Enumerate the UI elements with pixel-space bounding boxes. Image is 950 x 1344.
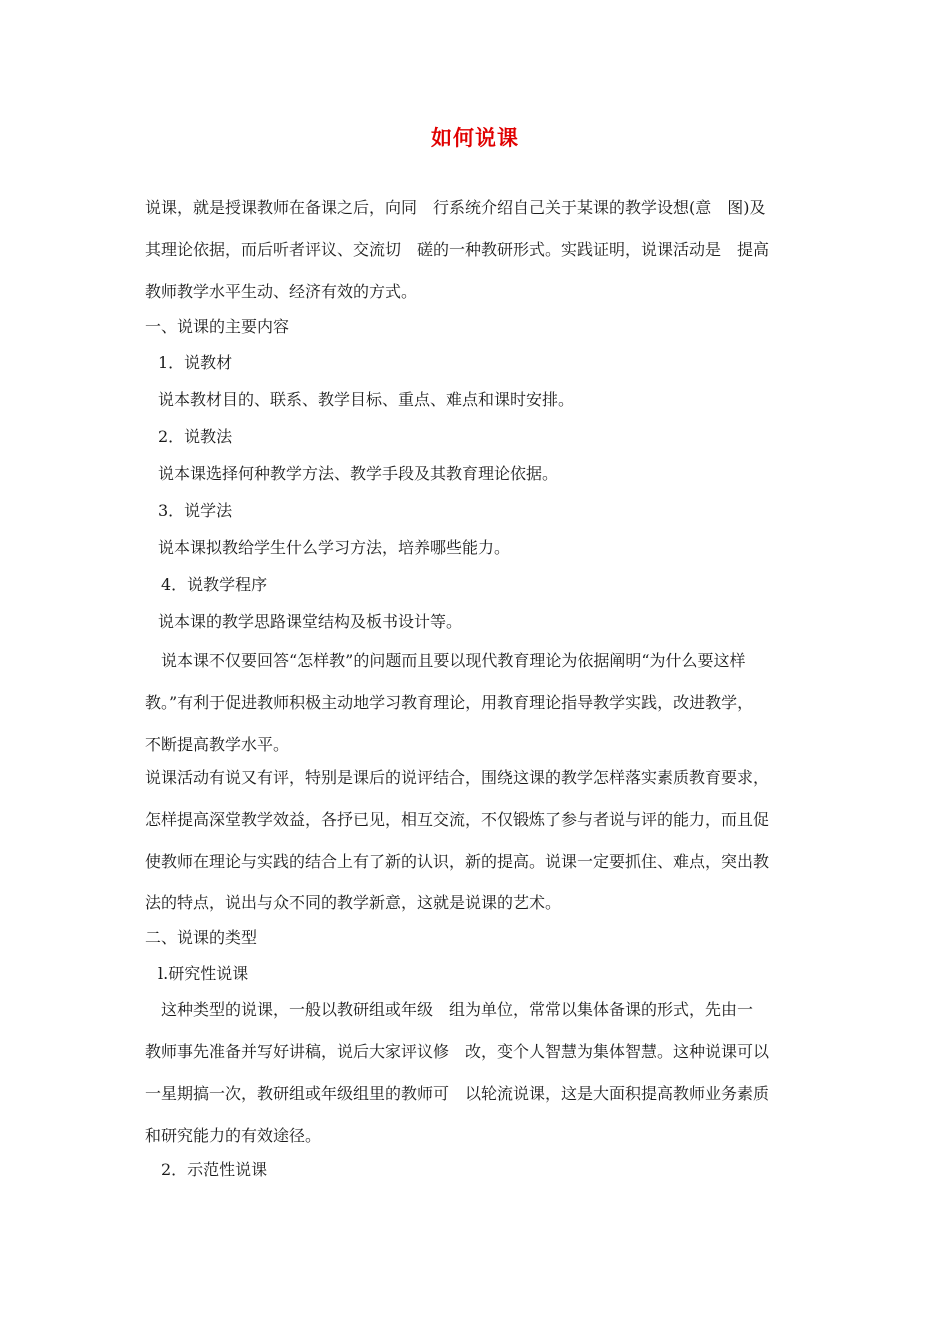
paragraph-line: 这种类型的说课，一般以教研组或年级 组为单位，常常以集体备课的形式，先由一	[161, 1000, 754, 1019]
paragraph-line: 和研究能力的有效途径。	[145, 1126, 322, 1145]
paragraph-line: 其理论依据，而后听者评议、交流切 磋的一种教研形式。实践证明，说课活动是 提高	[145, 240, 770, 259]
paragraph-line: 使教师在理论与实践的结合上有了新的认识，新的提高。说课一定要抓住、难点，突出教	[145, 852, 770, 871]
paragraph-line: 不断提高教学水平。	[145, 735, 290, 754]
paragraph-line: 说本教材目的、联系、教学目标、重点、难点和课时安排。	[158, 390, 575, 409]
paragraph-line: 说课活动有说又有评，特别是课后的说评结合，围绕这课的教学怎样落实素质教育要求，	[145, 768, 770, 787]
paragraph-line: 教师事先准备并写好讲稿，说后大家评议修 改，变个人智慧为集体智慧。这种说课可以	[145, 1042, 770, 1061]
document-title: 如何说课	[431, 125, 519, 150]
paragraph-line: 法的特点，说出与众不同的教学新意，这就是说课的艺术。	[145, 893, 562, 912]
paragraph-line: 一星期搞一次，教研组或年级组里的教师可 以轮流说课，这是大面积提高教师业务素质	[145, 1084, 770, 1103]
subsection-heading: 3．说学法	[158, 501, 233, 520]
subsection-heading: 2．说教法	[158, 427, 233, 446]
subsection-heading: 2．示范性说课	[161, 1160, 268, 1179]
paragraph-line: 说本课拟教给学生什么学习方法，培养哪些能力。	[158, 538, 511, 557]
subsection-heading: l.研究性说课	[158, 964, 249, 983]
paragraph-line: 说本课不仅要回答“怎样教”的问题而且要以现代教育理论为依据阐明“为什么要这样	[161, 651, 746, 670]
paragraph-line: 说本课的教学思路课堂结构及板书设计等。	[158, 612, 463, 631]
subsection-heading: 1．说教材	[158, 353, 233, 372]
section-heading: 一、说课的主要内容	[145, 317, 290, 336]
paragraph-line: 教。”有利于促进教师积极主动地学习教育理论，用教育理论指导教学实践，改进教学，	[145, 693, 754, 712]
paragraph-line: 说课，就是授课教师在备课之后，向同 行系统介绍自己关于某课的教学设想(意 图)及	[145, 198, 766, 217]
paragraph-line: 教师教学水平生动、经济有效的方式。	[145, 282, 418, 301]
paragraph-line: 怎样提高深堂教学效益，各抒已见，相互交流，不仅锻炼了参与者说与评的能力，而且促	[145, 810, 770, 829]
paragraph-line: 说本课选择何种教学方法、教学手段及其教育理论依据。	[158, 464, 559, 483]
section-heading: 二、说课的类型	[145, 928, 258, 947]
subsection-heading: 4．说教学程序	[161, 575, 268, 594]
